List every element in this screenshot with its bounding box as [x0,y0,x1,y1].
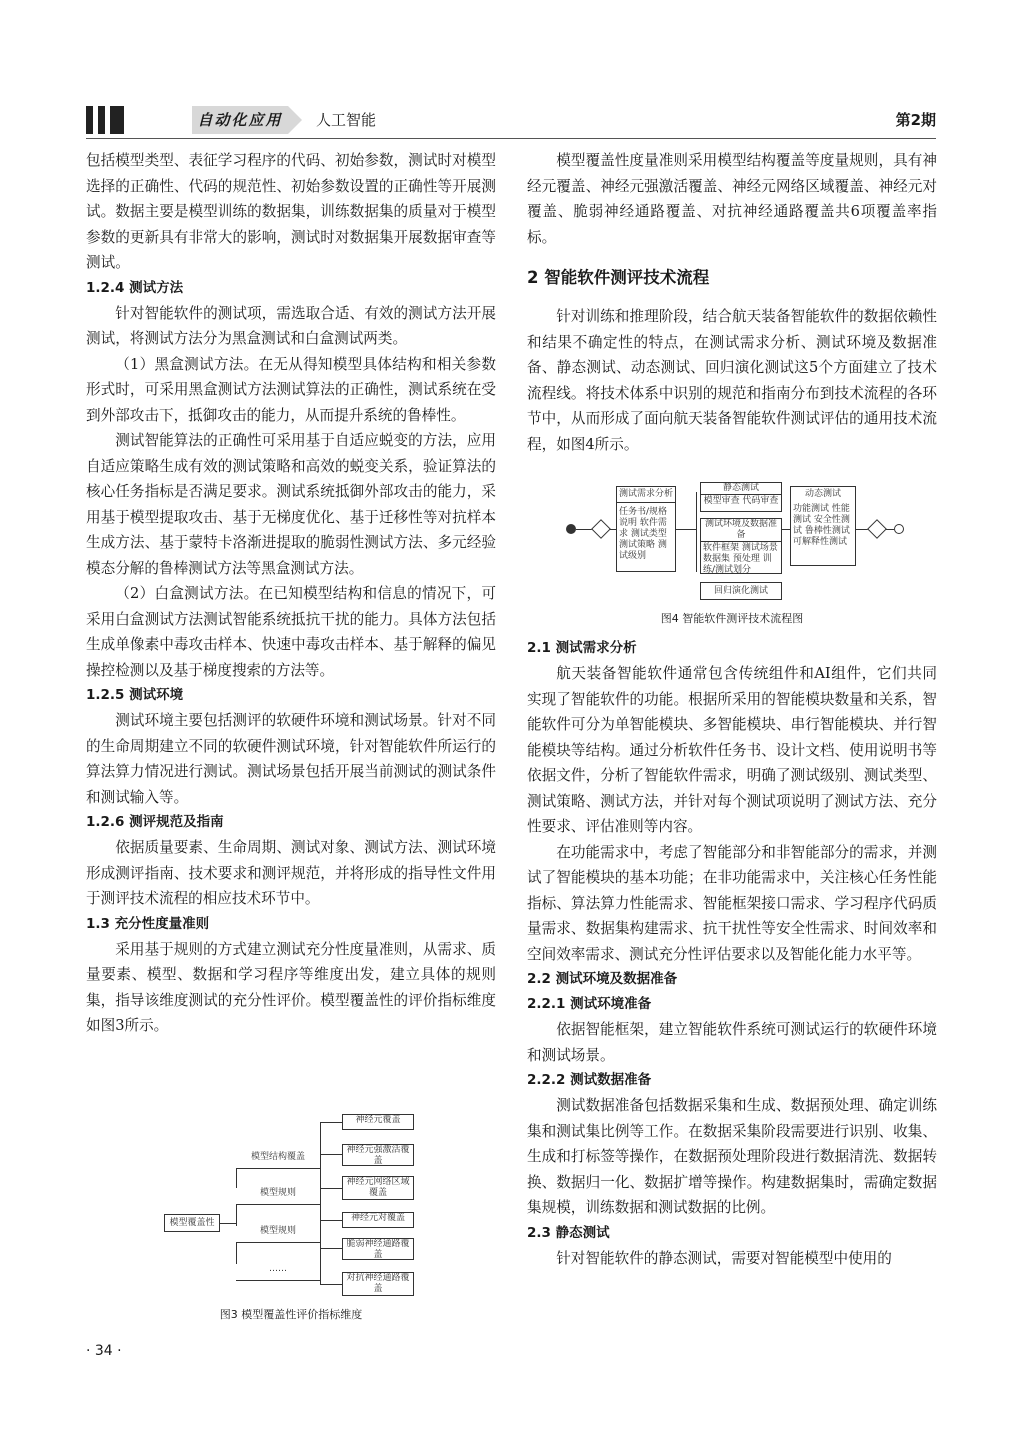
fig4-box: 测试环境及数据准备 软件框架 测试场景 数据集 预处理 训练/测试划分 [700,518,782,574]
end-node [894,524,904,534]
right-column-lower [527,636,937,1271]
fig3-leaf: 神经元对覆盖 [342,1212,414,1228]
fig4-box: 测试需求分析 任务书/规格说明 软件需求 测试类型 测试策略 测试级别 [616,486,676,572]
fig3-mid: 模型结构覆盖 [236,1152,320,1168]
paragraph: （1）黑盒测试方法。在无从得知模型具体结构和相关参数形式时，可采用黑盒测试方法测试算法的正确性，测试系统在受到外部攻击下，抵御攻击的能力，从而提升系统的鲁棒性。 [86,355,496,424]
fig3-leaf: 对抗神经通路覆盖 [342,1272,414,1296]
fig3-root: 模型覆盖性 [164,1214,220,1232]
paragraph: 包括模型类型、表征学习程序的代码、初始参数，测试时对模型选择的正确性、代码的规范性、初始参数设置的正确性等开展测试。数据主要是模型训练的数据集，训练数据集的质量对于模型参数的更新具有非常大的影响，测试时对数据集开展数据审查等测试。 [86,152,496,271]
header-bar [86,106,93,134]
paragraph: 航天装备智能软件通常包含传统组件和AI组件，它们共同实现了智能软件的功能。根据所采用的智能模块数量和关系，智能软件可分为单智能模块、多智能模块、串行智能模块、并行智能模块等结构。通过分析软件任务书、设计文档、使用说明书等依据文件，分析了智能软件需求，明确了测试级别、测试类型、测试策略、测试方法，并针对每个测试项说明了测试方法、充分性要求、评估准则等内容。 [527,665,937,835]
running-header [86,106,936,134]
header-rule [86,138,936,139]
heading-1-2-5: 1.2.5 测试环境 [86,687,184,703]
left-column [86,148,496,1039]
paragraph: 测试智能算法的正确性可采用基于自适应蜕变的方法，应用自适应策略生成有效的测试策略和高效的蜕变关系，验证算法的核心任务指标是否满足要求。测试系统抵御外部攻击的能力，采用基于模型提取攻击、基于无梯度优化、基于迁移性等对抗样本生成方法、基于蒙特卡洛渐进提取的脆弱性测试方法、多元经验模态分解的鲁棒测试方法等黑盒测试方法。 [86,432,496,577]
fig3-leaf: 神经元网络区域覆盖 [342,1176,414,1200]
merge-node [867,519,887,539]
heading-2-2: 2.2 测试环境及数据准备 [527,971,678,987]
paragraph: 测试环境主要包括测评的软硬件环境和测试场景。针对不同的生命周期建立不同的软硬件测试环境，针对智能软件所运行的算法算力情况进行测试。测试场景包括开展当前测试的测试条件和测试输入等。 [86,712,496,806]
paragraph: （2）白盒测试方法。在已知模型结构和信息的情况下，可采用白盒测试方法测试智能系统抵抗干扰的能力。具体方法包括生成单像素中毒攻击样本、快速中毒攻击样本、基于解释的偏见操控检测以及基于梯度搜索的方法等。 [86,585,496,679]
paragraph: 依据质量要素、生命周期、测试对象、测试方法、测试环境形成测评指南、技术要求和测评规范，并将形成的指导性文件用于测评技术流程的相应技术环节中。 [86,839,496,907]
right-column [527,148,937,457]
heading-2-3: 2.3 静态测试 [527,1224,610,1241]
paragraph: 依据智能框架，建立智能软件系统可测试运行的软硬件环境和测试场景。 [527,1021,937,1064]
heading-2-2-1: 2.2.1 测试环境准备 [527,996,652,1012]
paragraph: 测试数据准备包括数据采集和生成、数据预处理、确定训练集和测试集比例等工作。在数据采集阶段需要进行识别、收集、生成和打标签等操作，在数据预处理阶段进行数据清洗、数据转换、数据归一化、数据扩增等操作。构建数据集时，需确定数据集规模，训练数据和测试数据的比例。 [527,1097,937,1216]
start-node [566,524,576,534]
fig3-leaf: 神经元强激活覆盖 [342,1144,414,1166]
fig4-box: 动态测试 功能测试 性能测试 安全性测试 鲁棒性测试 可解释性测试 [790,486,856,566]
figure-4 [560,478,905,603]
section-title: 人工智能 [316,111,377,129]
fig3-leaf: 脆弱神经通路覆盖 [342,1238,414,1260]
figure-3-caption: 图3 模型覆盖性评价指标维度 [219,1308,363,1321]
tag-arrow [288,106,302,134]
paragraph: 在功能需求中，考虑了智能部分和非智能部分的需求，并测试了智能模块的基本功能；在非功能需求中，关注核心任务性能指标、算法算力性能需求、智能框架接口需求、学习程序代码质量需求、数据集构建需求、抗干扰性等安全性需求、时间效率和空间效率需求、测试充分性评估要求以及智能化能力水平等。 [527,843,937,963]
fig3-mid: …… [236,1264,320,1280]
fig3-mid: 模型规则 [236,1226,320,1242]
heading-2-1: 2.1 测试需求分析 [527,640,637,656]
fig4-box: 回归演化测试 [700,582,782,600]
header-bar [110,106,124,134]
header-bar [98,106,105,134]
heading-2-2-2: 2.2.2 测试数据准备 [527,1072,652,1088]
fig3-leaf: 神经元覆盖 [342,1114,414,1130]
paragraph: 针对训练和推理阶段，结合航天装备智能软件的数据依赖性和结果不确定性的特点，在测试需求分析、测试环境及数据准备、静态测试、动态测试、回归演化测试这5个方面建立了技术流程线。将技术体系中识别的规范和指南分布到技术流程的各环节中，从而形成了面向航天装备智能软件测试评估的通用技术流程，如图4所示。 [527,308,937,453]
paragraph: 针对智能软件的测试项，需选取合适、有效的测试方法开展测试，将测试方法分为黑盒测试和白盒测试两类。 [86,304,496,347]
issue-number: 第2期 [895,111,936,129]
page-number: · 34 · [86,1343,122,1359]
figure-4-caption: 图4 智能软件测评技术流程图 [660,612,804,625]
figure-3 [160,1108,430,1298]
heading-1-2-4: 1.2.4 测试方法 [86,279,184,296]
paragraph: 针对智能软件的静态测试，需要对智能模型中使用的 [556,1249,892,1267]
fig3-mid: 模型规则 [236,1188,320,1204]
journal-tag: 自动化应用 [192,106,288,134]
heading-1-2-6: 1.2.6 测评规范及指南 [86,814,224,830]
paragraph: 模型覆盖性度量准则采用模型结构覆盖等度量规则，具有神经元覆盖、神经元强激活覆盖、神经元网络区域覆盖、神经元对覆盖、脆弱神经通路覆盖、对抗神经通路覆盖共6项覆盖率指标。 [527,152,937,246]
heading-2: 2 智能软件测评技术流程 [527,268,710,287]
decision-node [591,519,611,539]
heading-1-3: 1.3 充分性度量准则 [86,915,210,932]
fig4-box: 静态测试 模型审查 代码审查 [700,482,782,512]
paragraph: 采用基于规则的方式建立测试充分性度量准则，从需求、质量要素、模型、数据和学习程序等维度出发，建立具体的规则集，指导该维度测试的充分性评价。模型覆盖性的评价指标维度如图3所示。 [86,940,496,1034]
